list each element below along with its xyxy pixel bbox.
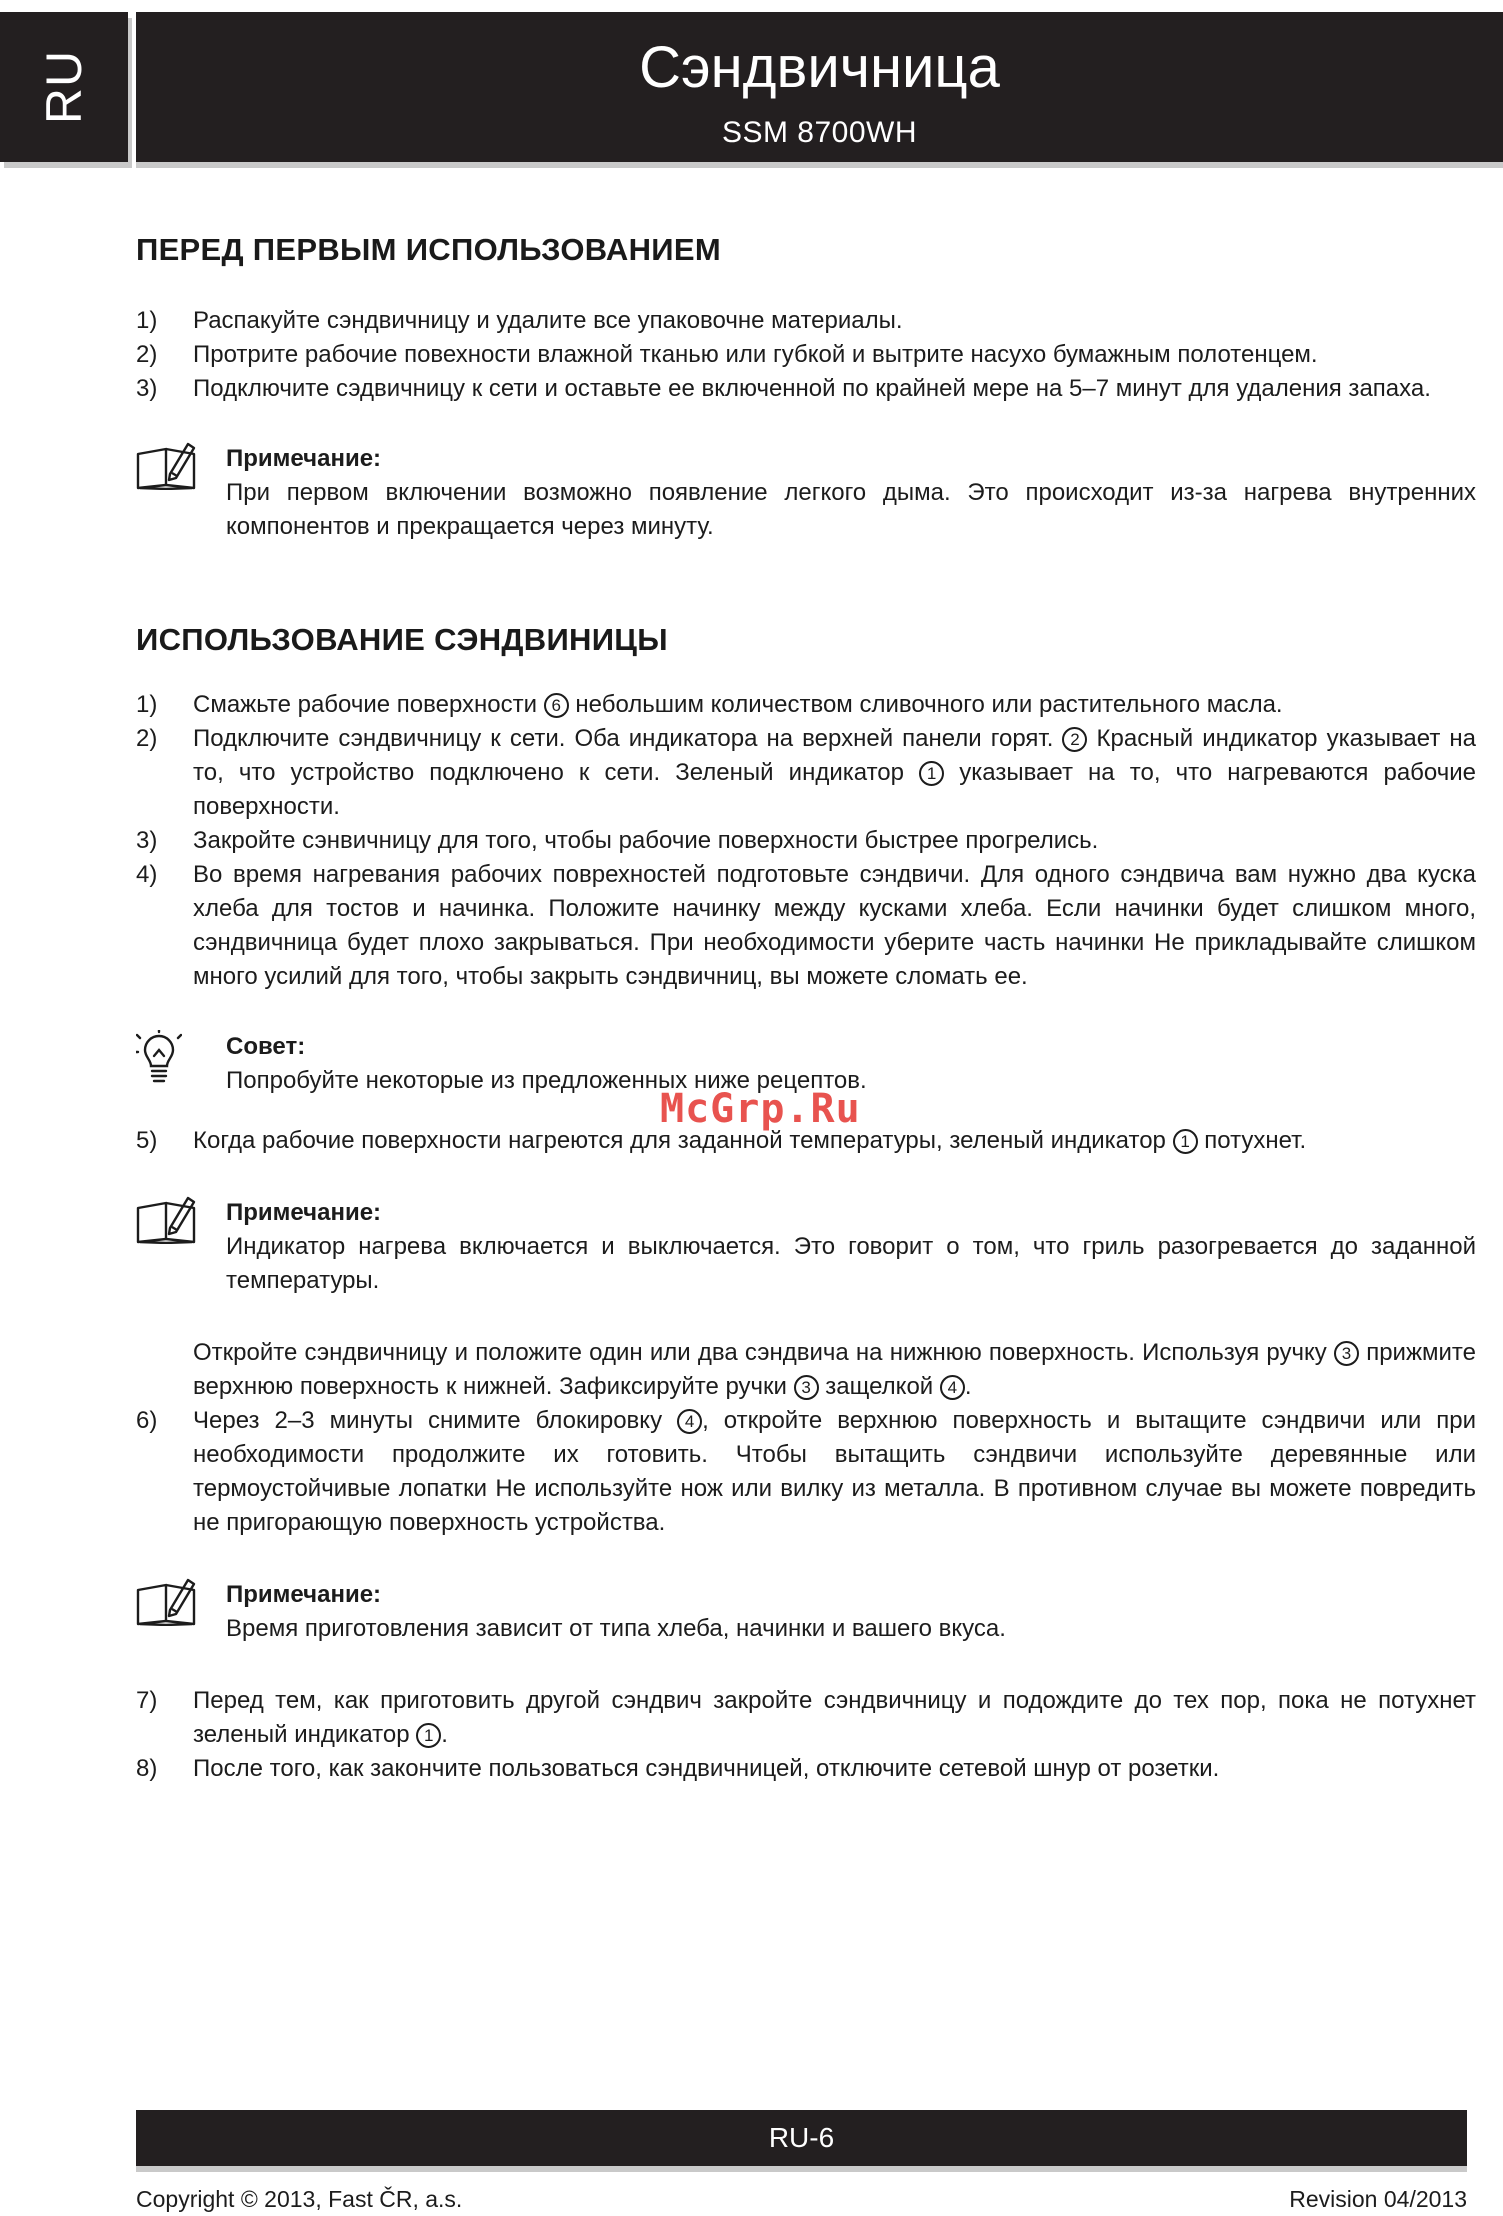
note-box	[136, 1578, 1476, 1646]
book-pencil-icon	[136, 1196, 226, 1249]
page-number: RU-6	[768, 2122, 835, 2153]
part-number-badge: 3	[1334, 1341, 1359, 1366]
list-item: 1) Распакуйте сэндвичницу и удалите все упаковочне материалы.	[136, 307, 903, 334]
note-text: Время приготовления зависит от типа хлеба, начинки и вашего вкуса.	[226, 1615, 1006, 1642]
list-item: 6) Через 2–3 минуты снимите блокировку 4 , откройте верхнюю поверхность и вытащите сэндвичи или при необходимости продолжите их готовить. Чтобы вытащить сэндвичи используйте деревянные или термоустойчивые лопатки Не используйте нож или вилку из металла. В противном случае вы можете повредить не пригорающую поверхность устройства.	[136, 1407, 1476, 1536]
list-item: 1) Смажьте рабочие поверхности 6 небольшим количеством сливочного или растительного масла.	[136, 691, 1283, 718]
list-item: 2) Подключите сэндвичницу к сети. Оба индикатора на верхней панели горят. 2 Красный индикатор указывает на то, что устройство подключено к сети. Зеленый индикатор 1 указывает на то, что нагреваются рабочие поверхности.	[136, 725, 1476, 820]
model-number: SSM 8700WH	[721, 116, 918, 149]
part-number-badge: 2	[1062, 727, 1087, 752]
copyright: Copyright © 2013, Fast ČR, a.s.	[136, 2186, 463, 2212]
list-item: 7) Перед тем, как приготовить другой сэндвич закройте сэндвичницу и подождите до тех пор, пока не потухнет зеленый индикатор 1 .	[136, 1687, 1476, 1748]
before-use-list	[136, 304, 1476, 406]
note-title: Примечание:	[226, 445, 382, 472]
language-code: RU	[36, 49, 92, 125]
part-number-badge: 6	[544, 693, 569, 718]
lightbulb-icon	[136, 1030, 226, 1091]
part-number-badge: 1	[919, 761, 944, 786]
list-item: 3) Закройте сэнвичницу для того, чтобы рабочие поверхности быстрее прогрелись.	[136, 827, 1099, 854]
tip-text: Попробуйте некоторые из предложенных ниже рецептов.	[226, 1067, 867, 1094]
revision: Revision 04/2013	[1289, 2186, 1467, 2212]
part-number-badge: 1	[1173, 1129, 1198, 1154]
usage-list-cont	[136, 1684, 1476, 1786]
note-box	[136, 442, 1476, 544]
part-number-badge: 4	[677, 1409, 702, 1434]
usage-list-cont	[136, 1404, 1476, 1540]
language-tab	[0, 12, 128, 162]
page-title: Сэндвичница	[639, 35, 1000, 100]
book-pencil-icon	[136, 1578, 226, 1631]
note-text: Индикатор нагрева включается и выключается. Это говорит о том, что гриль разогревается до заданной температуры.	[226, 1233, 1476, 1294]
book-pencil-icon	[136, 442, 226, 495]
part-number-badge: 4	[940, 1375, 965, 1400]
watermark: McGrp.Ru	[660, 1086, 861, 1132]
usage-list	[136, 688, 1476, 994]
note-box	[136, 1196, 1476, 1298]
page-number-bar	[136, 2110, 1467, 2166]
title-bar	[136, 12, 1503, 162]
note-title: Примечание:	[226, 1581, 382, 1608]
instruction-paragraph: Откройте сэндвичницу и положите один или два сэндвича на нижнюю поверхность. Используя ручку 3 прижмите верхнюю поверхность к нижней. Зафиксируйте ручки 3 защелкой 4 .	[193, 1339, 1476, 1400]
footer	[136, 2186, 1467, 2213]
list-item: 4) Во время нагревания рабочих поврехностей подготовьте сэндвичи. Для одного сэндвича вам нужно два куска хлеба для тостов и начинка. Положите начинку между кусками хлеба. Если начинки будет слишком много, сэндвичница будет плохо закрываться. При необходимости уберите часть начинки Не прикладывайте слишком много усилий для того, чтобы закрыть сэндвичниц, вы можете сломать ее.	[136, 861, 1476, 990]
section-heading-using: ИСПОЛЬЗОВАНИЕ СЭНДВИНИЦЫ	[136, 622, 668, 657]
list-item: 3) Подключите сэдвичницу к сети и оставьте ее включенной по крайней мере на 5–7 минут для удаления запаха.	[136, 375, 1431, 402]
list-item: 5) Когда рабочие поверхности нагреются для заданной температуры, зеленый индикатор 1 потухнет.	[136, 1127, 1307, 1154]
manual-content	[136, 232, 1476, 1786]
note-title: Примечание:	[226, 1199, 382, 1226]
tip-title: Совет:	[226, 1033, 306, 1060]
section-heading-before-first-use: ПЕРЕД ПЕРВЫМ ИСПОЛЬЗОВАНИЕМ	[136, 232, 721, 267]
list-item: 8) После того, как закончите пользоваться сэндвичницей, отключите сетевой шнур от розетки.	[136, 1755, 1220, 1782]
part-number-badge: 3	[794, 1375, 819, 1400]
part-number-badge: 1	[416, 1723, 441, 1748]
list-item: 2) Протрите рабочие повехности влажной тканью или губкой и вытрите насухо бумажным полотенцем.	[136, 341, 1318, 368]
note-text: При первом включении возможно появление легкого дыма. Это происходит из-за нагрева внутренних компонентов и прекращается через минуту.	[226, 479, 1476, 540]
